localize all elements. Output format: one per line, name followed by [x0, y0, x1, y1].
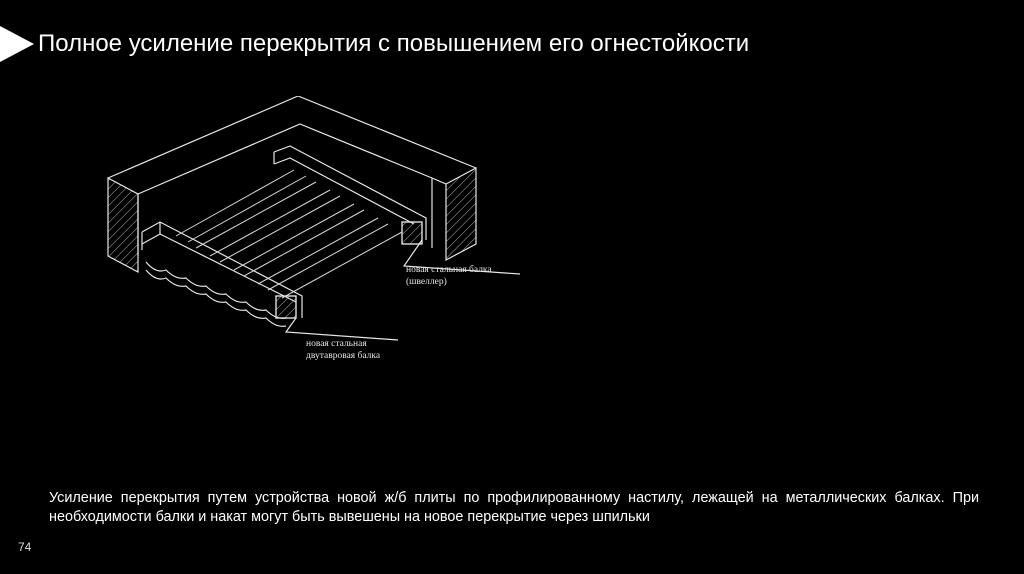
left-wall-section [108, 178, 138, 272]
label-channel-line1: новая стальная балка [406, 265, 492, 275]
slide-marker-triangle [0, 26, 36, 62]
channel-beam-back [274, 146, 426, 244]
wall-inner-outline [138, 124, 432, 194]
slab-planks [176, 170, 402, 298]
leader-ibeam [286, 318, 398, 340]
page-number: 74 [18, 540, 32, 554]
label-ibeam-line1: новая стальная [306, 339, 367, 349]
label-channel-line2: (швеллер) [406, 277, 447, 287]
right-wall-section [446, 168, 476, 260]
wall-outline [108, 96, 476, 178]
floor-reinforcement-drawing [96, 96, 536, 386]
slide-caption: Усиление перекрытия путем устройства новой ж/б плиты по профилированному настилу, лежащей на металлических балках. При необходимости балки и накат могут быть вывешены на новое перекрытие через шпильки [49, 490, 979, 525]
label-ibeam-line2: двутавровая балка [306, 351, 381, 361]
slide-title: Полное усиление перекрытия с повышением его огнестойкости [38, 30, 750, 57]
profiled-deck [146, 262, 286, 318]
